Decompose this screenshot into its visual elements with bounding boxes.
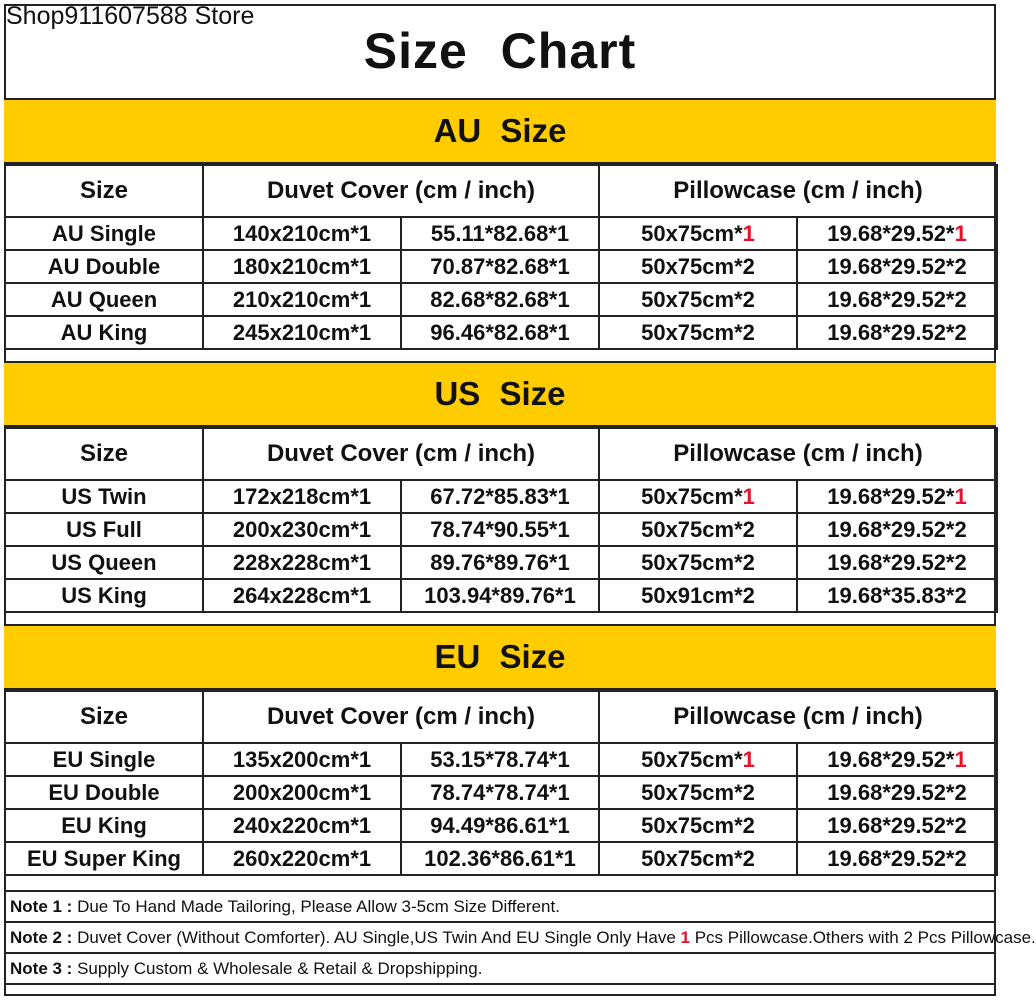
duvet-cm-cell: 200x230cm*1 <box>203 513 401 546</box>
pillow-qty: 2 <box>954 845 967 871</box>
duvet-cm-cell: 172x218cm*1 <box>203 480 401 513</box>
header-pillowcase: Pillowcase (cm / inch) <box>599 428 997 480</box>
duvet-inch-cell: 78.74*78.74*1 <box>401 776 599 809</box>
note-2 <box>5 922 1036 953</box>
pillow-inch-cell <box>797 283 997 316</box>
note-label: Note 2 : <box>10 927 73 947</box>
pillow-inch-size: 19.68*29.52* <box>827 549 955 575</box>
pillow-cm-cell <box>599 776 797 809</box>
duvet-inch-cell: 96.46*82.68*1 <box>401 316 599 349</box>
pillow-qty: 2 <box>742 812 755 838</box>
note-text: Due To Hand Made Tailoring, Please Allow 3-5cm Size Different. <box>72 896 560 916</box>
pillow-cm-cell <box>599 842 797 875</box>
note-1 <box>5 891 995 922</box>
pillow-cm-size: 50x75cm* <box>641 483 743 509</box>
duvet-cm-cell: 180x210cm*1 <box>203 250 401 283</box>
header-size: Size <box>5 691 203 743</box>
section-band-us: US Size <box>4 361 996 427</box>
section-band-eu: EU Size <box>4 624 996 690</box>
header-duvet: Duvet Cover (cm / inch) <box>203 428 599 480</box>
pillow-cm-cell <box>599 513 797 546</box>
size-cell: EU Single <box>5 743 203 776</box>
duvet-cm-cell: 135x200cm*1 <box>203 743 401 776</box>
size-cell: EU Super King <box>5 842 203 875</box>
pillow-cm-cell <box>599 217 797 250</box>
pillow-cm-size: 50x75cm* <box>641 220 743 246</box>
pillow-qty: 2 <box>742 319 755 345</box>
pillow-qty: 2 <box>954 286 967 312</box>
size-cell: EU King <box>5 809 203 842</box>
duvet-cm-cell: 210x210cm*1 <box>203 283 401 316</box>
header-pillowcase: Pillowcase (cm / inch) <box>599 691 997 743</box>
note-3 <box>5 953 995 984</box>
pillow-cm-size: 50x75cm* <box>641 516 743 542</box>
pillow-qty: 2 <box>954 779 967 805</box>
header-pillowcase: Pillowcase (cm / inch) <box>599 165 997 217</box>
pillow-cm-size: 50x75cm* <box>641 253 743 279</box>
table-header-row <box>5 428 997 480</box>
size-table-us <box>4 427 998 613</box>
pillow-qty: 2 <box>742 516 755 542</box>
table-row <box>5 513 997 546</box>
size-cell: AU Queen <box>5 283 203 316</box>
pillow-inch-size: 19.68*29.52* <box>827 746 955 772</box>
table-row <box>5 316 997 349</box>
pillow-qty: 2 <box>954 253 967 279</box>
pillow-qty: 2 <box>954 582 967 608</box>
pillow-inch-cell <box>797 579 997 612</box>
note-row <box>5 891 995 922</box>
pillow-qty: 2 <box>954 812 967 838</box>
pillow-qty-highlight: 1 <box>742 746 755 772</box>
duvet-inch-cell: 102.36*86.61*1 <box>401 842 599 875</box>
pillow-inch-cell <box>797 842 997 875</box>
duvet-cm-cell: 140x210cm*1 <box>203 217 401 250</box>
note-text: Supply Custom & Wholesale & Retail & Dropshipping. <box>72 958 483 978</box>
note-text-end: Pcs Pillowcase.Others with 2 Pcs Pillowcase. <box>689 927 1036 947</box>
duvet-cm-cell: 260x220cm*1 <box>203 842 401 875</box>
duvet-inch-cell: 103.94*89.76*1 <box>401 579 599 612</box>
pillow-qty: 2 <box>954 516 967 542</box>
pillow-qty-highlight: 1 <box>954 220 967 246</box>
duvet-cm-cell: 264x228cm*1 <box>203 579 401 612</box>
size-cell: US Twin <box>5 480 203 513</box>
pillow-qty: 2 <box>742 253 755 279</box>
size-cell: AU Double <box>5 250 203 283</box>
section-band-au: AU Size <box>4 98 996 164</box>
pillow-cm-size: 50x75cm* <box>641 812 743 838</box>
pillow-inch-size: 19.68*29.52* <box>827 779 955 805</box>
table-header-row <box>5 691 997 743</box>
note-highlight: 1 <box>680 927 690 947</box>
table-row <box>5 842 997 875</box>
pillow-inch-cell <box>797 316 997 349</box>
pillow-inch-cell <box>797 743 997 776</box>
pillow-inch-cell <box>797 217 997 250</box>
pillow-cm-size: 50x75cm* <box>641 779 743 805</box>
duvet-inch-cell: 67.72*85.83*1 <box>401 480 599 513</box>
pillow-cm-size: 50x75cm* <box>641 845 743 871</box>
duvet-inch-cell: 53.15*78.74*1 <box>401 743 599 776</box>
pillow-cm-size: 50x75cm* <box>641 746 743 772</box>
pillow-inch-size: 19.68*29.52* <box>827 845 955 871</box>
table-row <box>5 809 997 842</box>
size-cell: US Full <box>5 513 203 546</box>
pillow-inch-cell <box>797 776 997 809</box>
pillow-cm-cell <box>599 743 797 776</box>
note-text: Duvet Cover (Without Comforter). AU Single,US Twin And EU Single Only Have <box>72 927 681 947</box>
table-row <box>5 217 997 250</box>
pillow-qty: 2 <box>742 286 755 312</box>
store-name: Shop911607588 Store <box>6 2 255 30</box>
pillow-cm-cell <box>599 250 797 283</box>
pillow-qty: 2 <box>954 319 967 345</box>
pillow-inch-size: 19.68*29.52* <box>827 220 955 246</box>
table-row <box>5 283 997 316</box>
pillow-cm-cell <box>599 283 797 316</box>
note-row <box>5 922 995 953</box>
pillow-cm-size: 50x75cm* <box>641 549 743 575</box>
pillow-inch-size: 19.68*29.52* <box>827 812 955 838</box>
chart-title: Size Chart <box>363 23 637 79</box>
pillow-qty: 2 <box>742 582 755 608</box>
pillow-inch-cell <box>797 809 997 842</box>
pillow-qty-highlight: 1 <box>954 483 967 509</box>
table-header-row <box>5 165 997 217</box>
pillow-inch-cell <box>797 480 997 513</box>
notes-table <box>4 890 1036 985</box>
header-duvet: Duvet Cover (cm / inch) <box>203 165 599 217</box>
pillow-qty-highlight: 1 <box>742 220 755 246</box>
pillow-inch-size: 19.68*29.52* <box>827 253 955 279</box>
pillow-inch-size: 19.68*29.52* <box>827 286 955 312</box>
duvet-cm-cell: 245x210cm*1 <box>203 316 401 349</box>
header-duvet: Duvet Cover (cm / inch) <box>203 691 599 743</box>
pillow-qty: 2 <box>954 549 967 575</box>
pillow-inch-cell <box>797 513 997 546</box>
table-row <box>5 250 997 283</box>
note-label: Note 1 : <box>10 896 73 916</box>
pillow-inch-size: 19.68*29.52* <box>827 319 955 345</box>
size-cell: AU King <box>5 316 203 349</box>
duvet-inch-cell: 82.68*82.68*1 <box>401 283 599 316</box>
table-row <box>5 743 997 776</box>
duvet-cm-cell: 228x228cm*1 <box>203 546 401 579</box>
table-row <box>5 480 997 513</box>
size-cell: AU Single <box>5 217 203 250</box>
duvet-cm-cell: 240x220cm*1 <box>203 809 401 842</box>
duvet-cm-cell: 200x200cm*1 <box>203 776 401 809</box>
size-cell: EU Double <box>5 776 203 809</box>
pillow-inch-size: 19.68*29.52* <box>827 516 955 542</box>
pillow-cm-cell <box>599 316 797 349</box>
pillow-inch-cell <box>797 546 997 579</box>
duvet-inch-cell: 89.76*89.76*1 <box>401 546 599 579</box>
note-label: Note 3 : <box>10 958 73 978</box>
duvet-inch-cell: 78.74*90.55*1 <box>401 513 599 546</box>
duvet-inch-cell: 94.49*86.61*1 <box>401 809 599 842</box>
pillow-cm-size: 50x75cm* <box>641 286 743 312</box>
size-table-eu <box>4 690 998 876</box>
pillow-qty: 2 <box>742 549 755 575</box>
pillow-inch-cell <box>797 250 997 283</box>
header-size: Size <box>5 165 203 217</box>
pillow-qty-highlight: 1 <box>954 746 967 772</box>
pillow-inch-size: 19.68*35.83* <box>827 582 955 608</box>
size-cell: US Queen <box>5 546 203 579</box>
pillow-cm-cell <box>599 809 797 842</box>
size-table-au <box>4 164 998 350</box>
pillow-cm-cell <box>599 579 797 612</box>
pillow-qty: 2 <box>742 779 755 805</box>
pillow-cm-cell <box>599 546 797 579</box>
pillow-inch-size: 19.68*29.52* <box>827 483 955 509</box>
note-row <box>5 953 995 984</box>
pillow-cm-size: 50x75cm* <box>641 319 743 345</box>
size-cell: US King <box>5 579 203 612</box>
table-row <box>5 546 997 579</box>
pillow-cm-size: 50x91cm* <box>641 582 743 608</box>
table-row <box>5 579 997 612</box>
duvet-inch-cell: 70.87*82.68*1 <box>401 250 599 283</box>
table-row <box>5 776 997 809</box>
duvet-inch-cell: 55.11*82.68*1 <box>401 217 599 250</box>
header-size: Size <box>5 428 203 480</box>
pillow-qty-highlight: 1 <box>742 483 755 509</box>
pillow-cm-cell <box>599 480 797 513</box>
pillow-qty: 2 <box>742 845 755 871</box>
